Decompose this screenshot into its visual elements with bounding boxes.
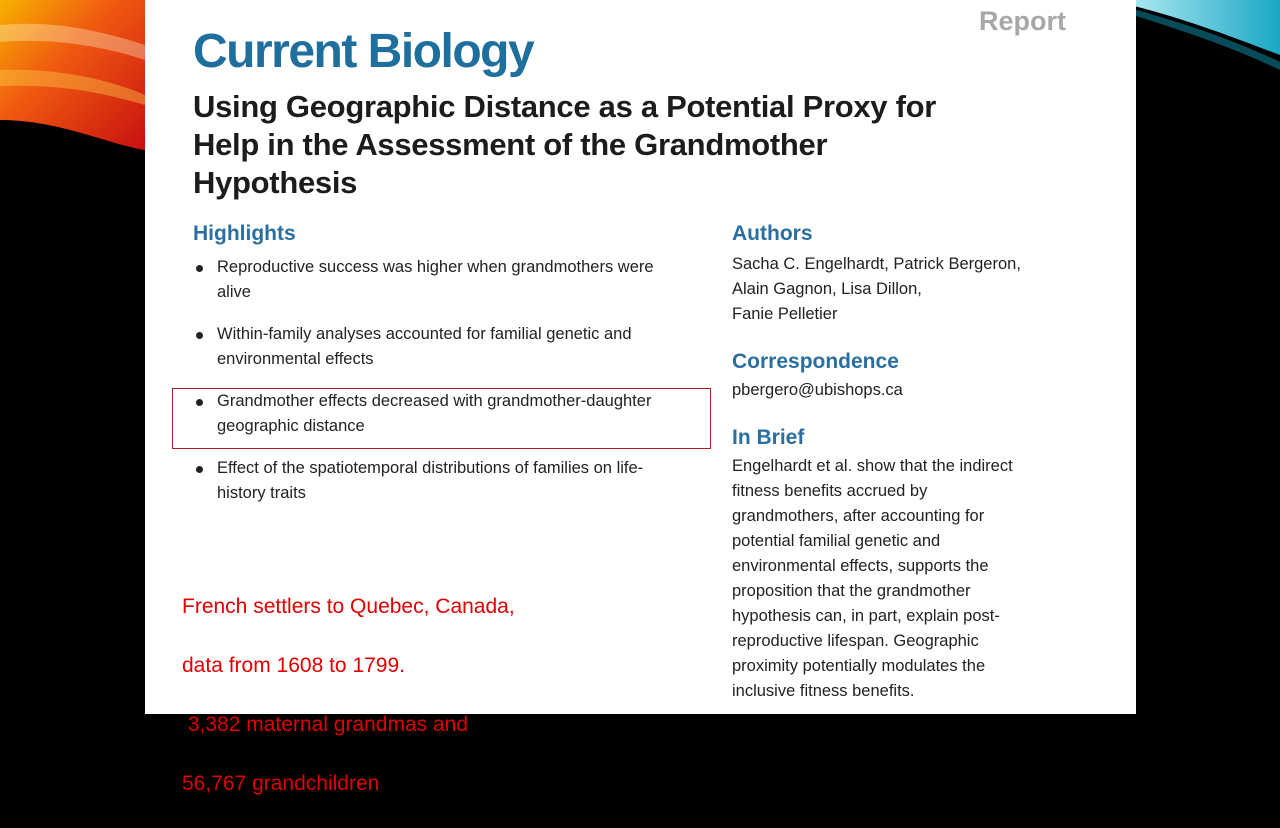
slide-decoration-right — [1130, 0, 1280, 70]
author-line: Alain Gagnon, Lisa Dillon, — [732, 280, 922, 298]
in-brief-line: hypothesis can, in part, explain post- — [732, 607, 1000, 625]
bullet-icon — [196, 332, 203, 339]
annotation-line: 3,382 maternal grandmas and — [182, 712, 469, 736]
highlight-line: Effect of the spatiotemporal distributions of families on life- — [217, 459, 644, 477]
bullet-icon — [196, 265, 203, 272]
authors-heading: Authors — [732, 222, 813, 245]
author-line: Sacha C. Engelhardt, Patrick Bergeron, — [732, 255, 1021, 273]
highlight-item — [193, 255, 713, 305]
highlights-heading: Highlights — [193, 222, 296, 245]
bullet-icon — [196, 466, 203, 473]
highlight-line: geographic distance — [217, 417, 365, 435]
in-brief-line: proximity potentially modulates the — [732, 657, 986, 675]
in-brief-text — [732, 454, 1062, 704]
highlight-item — [193, 322, 713, 372]
in-brief-line: fitness benefits accrued by — [732, 482, 928, 500]
in-brief-heading: In Brief — [732, 426, 805, 449]
correspondence-email[interactable]: pbergero@ubishops.ca — [732, 381, 903, 399]
highlight-line: Within-family analyses accounted for familial genetic and — [217, 325, 632, 343]
in-brief-line: inclusive fitness benefits. — [732, 682, 915, 700]
emphasis-box — [172, 388, 711, 449]
highlight-line: Grandmother effects decreased with grandmother-daughter — [217, 392, 652, 410]
highlights-section — [193, 222, 733, 502]
sidebar-info — [732, 222, 1062, 704]
in-brief-line: Engelhardt et al. show that the indirect — [732, 457, 1013, 475]
highlight-item — [193, 456, 713, 506]
report-tag: Report — [979, 6, 1066, 36]
highlight-line: alive — [217, 283, 251, 301]
highlight-line: environmental effects — [217, 350, 374, 368]
article-title-line: Using Geographic Distance as a Potential Proxy for — [193, 89, 936, 124]
article-page — [145, 0, 1136, 795]
in-brief-line: environmental effects, supports the — [732, 557, 989, 575]
journal-name: Current Biology — [193, 25, 534, 78]
highlight-line: Reproductive success was higher when grandmothers were — [217, 258, 654, 276]
annotation-line: data from 1608 to 1799. — [182, 653, 405, 677]
author-line: Fanie Pelletier — [732, 305, 838, 323]
annotation-line: 56,767 grandchildren — [182, 771, 380, 795]
slide-decoration-left — [0, 0, 150, 150]
article-title-line: Hypothesis — [193, 165, 358, 200]
authors-list — [732, 252, 1062, 327]
annotation-note — [182, 562, 602, 828]
in-brief-line: reproductive lifespan. Geographic — [732, 632, 979, 650]
annotation-line: French settlers to Quebec, Canada, — [182, 594, 515, 618]
in-brief-line: grandmothers, after accounting for — [732, 507, 985, 525]
article-title-line: Help in the Assessment of the Grandmother — [193, 127, 828, 162]
correspondence-heading: Correspondence — [732, 350, 899, 373]
highlight-line: history traits — [217, 484, 306, 502]
in-brief-line: proposition that the grandmother — [732, 582, 971, 600]
in-brief-line: potential familial genetic and — [732, 532, 941, 550]
article-title — [193, 88, 1093, 202]
